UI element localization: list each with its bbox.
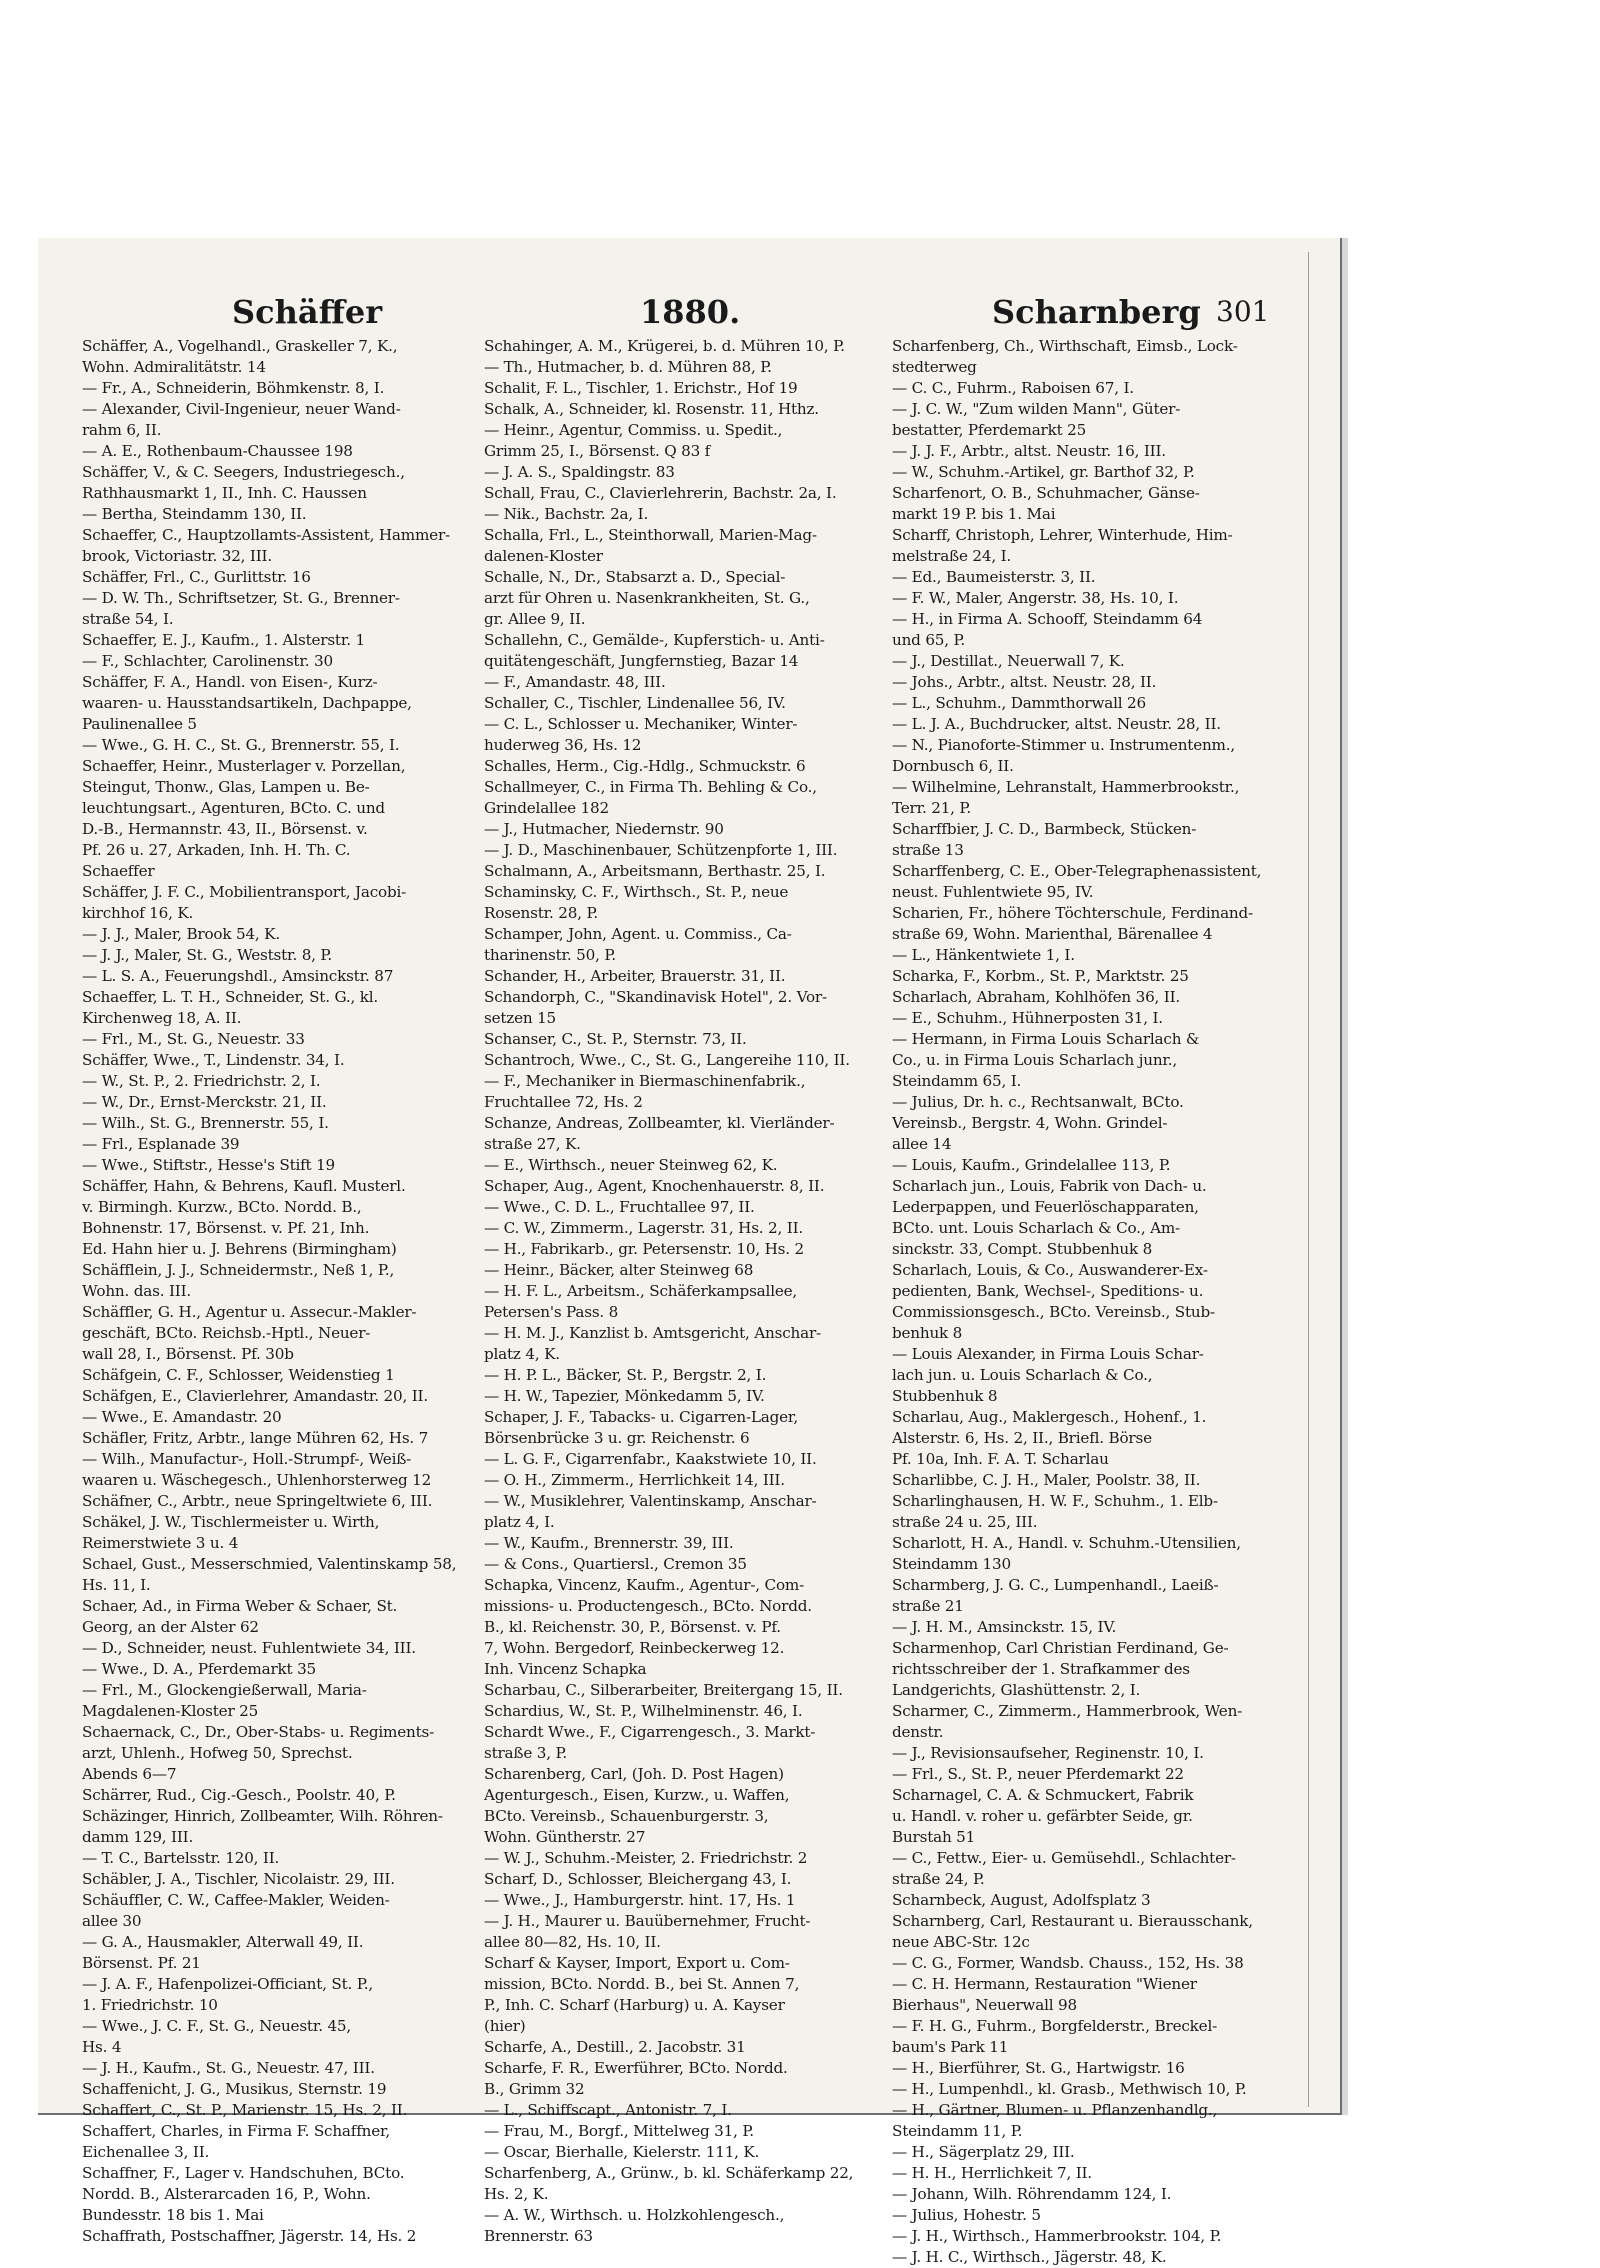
running-head-left: Schäffer xyxy=(232,293,383,331)
directory-entry-line: Steindamm 65, I. xyxy=(892,1072,1022,1090)
directory-entry-line: Schalla, Frl., L., Steinthorwall, Marien-Mag- xyxy=(484,526,817,544)
directory-entry-line: Schanser, C., St. P., Sternstr. 73, II. xyxy=(484,1030,747,1048)
directory-entry-line: — Hermann, in Firma Louis Scharlach & xyxy=(892,1030,1200,1048)
directory-entry-line: waaren- u. Hausstandsartikeln, Dachpappe, xyxy=(82,694,412,712)
directory-entry-line: neue ABC-Str. 12c xyxy=(892,1933,1030,1951)
directory-entry-line: — Wwe., E. Amandastr. 20 xyxy=(82,1408,282,1426)
directory-entry-line: Scharmenhop, Carl Christian Ferdinand, Ge- xyxy=(892,1639,1229,1657)
directory-entry-line: arzt, Uhlenh., Hofweg 50, Sprechst. xyxy=(82,1744,353,1762)
directory-entry-line: Scharenberg, Carl, (Joh. D. Post Hagen) xyxy=(484,1765,784,1783)
directory-entry-line: Schardt Wwe., F., Cigarrengesch., 3. Markt- xyxy=(484,1723,816,1741)
directory-entry-line: — C. L., Schlosser u. Mechaniker, Winter- xyxy=(484,715,798,733)
directory-entry-line: Schaeffer, L. T. H., Schneider, St. G., kl. xyxy=(82,988,379,1006)
directory-entry-line: Schaernack, C., Dr., Ober-Stabs- u. Regiments- xyxy=(82,1723,435,1741)
directory-entry-line: — J. H., Maurer u. Bauübernehmer, Frucht- xyxy=(484,1912,811,1930)
directory-entry-line: Rosenstr. 28, P. xyxy=(484,904,599,922)
directory-entry-line: Bundesstr. 18 bis 1. Mai xyxy=(82,2206,264,2224)
directory-entry-line: benhuk 8 xyxy=(892,1324,963,1342)
directory-entry-line: Stubbenhuk 8 xyxy=(892,1387,998,1405)
directory-entry-line: — H., Gärtner, Blumen- u. Pflanzenhandlg., xyxy=(892,2101,1218,2119)
directory-entry-line: Landgerichts, Glashüttenstr. 2, I. xyxy=(892,1681,1141,1699)
directory-entry-line: Abends 6—7 xyxy=(82,1765,177,1783)
directory-entry-line: — W., St. P., 2. Friedrichstr. 2, I. xyxy=(82,1072,321,1090)
directory-entry-line: Schäffer, A., Vogelhandl., Graskeller 7, K., xyxy=(82,337,398,355)
directory-entry-line: arzt für Ohren u. Nasenkrankheiten, St. G., xyxy=(484,589,810,607)
directory-entry-line: Scharien, Fr., höhere Töchterschule, Ferdinand- xyxy=(892,904,1253,922)
directory-entry-line: — W. J., Schuhm.-Meister, 2. Friedrichstr. 2 xyxy=(484,1849,808,1867)
directory-entry-line: Scharnberg, Carl, Restaurant u. Bierausschank, xyxy=(892,1912,1253,1930)
directory-entry-line: — D., Schneider, neust. Fuhlentwiete 34, III. xyxy=(82,1639,416,1657)
directory-entry-line: Commissionsgesch., BCto. Vereinsb., Stub- xyxy=(892,1303,1215,1321)
directory-entry-line: mission, BCto. Nordd. B., bei St. Annen 7, xyxy=(484,1975,800,1993)
directory-entry-line: Scharka, F., Korbm., St. P., Marktstr. 25 xyxy=(892,967,1189,985)
directory-entry-line: — J., Revisionsaufseher, Reginenstr. 10, I. xyxy=(892,1744,1204,1762)
directory-entry-line: Scharff, Christoph, Lehrer, Winterhude, Him- xyxy=(892,526,1233,544)
directory-entry-line: Schäffler, G. H., Agentur u. Assecur.-Makler- xyxy=(82,1303,417,1321)
directory-entry-line: Schaminsky, C. F., Wirthsch., St. P., neue xyxy=(484,883,789,901)
directory-entry-line: — Wwe., J. C. F., St. G., Neuestr. 45, xyxy=(82,2017,352,2035)
directory-entry-line: Steindamm 11, P. xyxy=(892,2122,1023,2140)
directory-entry-line: — C., Fettw., Eier- u. Gemüsehdl., Schlachter- xyxy=(892,1849,1236,1867)
directory-entry-line: Magdalenen-Kloster 25 xyxy=(82,1702,259,1720)
directory-entry-line: missions- u. Productengesch., BCto. Nordd. xyxy=(484,1597,812,1615)
directory-entry-line: BCto. Vereinsb., Schauenburgerstr. 3, xyxy=(484,1807,769,1825)
directory-entry-line: — J. H., Wirthsch., Hammerbrookstr. 104, P. xyxy=(892,2227,1222,2245)
directory-entry-line: setzen 15 xyxy=(484,1009,557,1027)
directory-entry-line: P., Inh. C. Scharf (Harburg) u. A. Kayser xyxy=(484,1996,785,2014)
directory-entry-line: Dornbusch 6, II. xyxy=(892,757,1014,775)
directory-entry-line: — Heinr., Bäcker, alter Steinweg 68 xyxy=(484,1261,754,1279)
directory-entry-line: — H. P. L., Bäcker, St. P., Bergstr. 2, I. xyxy=(484,1366,767,1384)
directory-entry-line: Reimerstwiete 3 u. 4 xyxy=(82,1534,239,1552)
directory-entry-line: — Louis, Kaufm., Grindelallee 113, P. xyxy=(892,1156,1171,1174)
directory-entry-line: Schäfflein, J. J., Schneidermstr., Neß 1, P., xyxy=(82,1261,395,1279)
directory-entry-line: straße 27, K. xyxy=(484,1135,581,1153)
directory-entry-line: tharinenstr. 50, P. xyxy=(484,946,616,964)
directory-entry-line: — Wilh., St. G., Brennerstr. 55, I. xyxy=(82,1114,329,1132)
directory-entry-line: — Wwe., G. H. C., St. G., Brennerstr. 55, I. xyxy=(82,736,400,754)
directory-entry-line: Schäzinger, Hinrich, Zollbeamter, Wilh. Röhren- xyxy=(82,1807,443,1825)
directory-entry-line: B., Grimm 32 xyxy=(484,2080,585,2098)
directory-entry-line: Schäbler, J. A., Tischler, Nicolaistr. 29, III. xyxy=(82,1870,395,1888)
directory-entry-line: — A. E., Rothenbaum-Chaussee 198 xyxy=(82,442,353,460)
directory-entry-line: Schalit, F. L., Tischler, 1. Erichstr., Hof 19 xyxy=(484,379,798,397)
directory-entry-line: — Ed., Baumeisterstr. 3, II. xyxy=(892,568,1096,586)
directory-entry-line: Schallmeyer, C., in Firma Th. Behling & Co., xyxy=(484,778,817,796)
directory-entry-line: sinckstr. 33, Compt. Stubbenhuk 8 xyxy=(892,1240,1153,1258)
directory-entry-line: — Frl., M., Glockengießerwall, Maria- xyxy=(82,1681,367,1699)
directory-entry-line: straße 3, P. xyxy=(484,1744,568,1762)
directory-entry-line: straße 54, I. xyxy=(82,610,174,628)
directory-entry-line: D.-B., Hermannstr. 43, II., Börsenst. v. xyxy=(82,820,368,838)
directory-entry-line: u. Handl. v. roher u. gefärbter Seide, gr. xyxy=(892,1807,1193,1825)
directory-entry-line: — W., Dr., Ernst-Merckstr. 21, II. xyxy=(82,1093,327,1111)
directory-entry-line: platz 4, I. xyxy=(484,1513,555,1531)
directory-entry-line: — Wwe., D. A., Pferdemarkt 35 xyxy=(82,1660,317,1678)
directory-entry-line: — H. F. L., Arbeitsm., Schäferkampsallee, xyxy=(484,1282,798,1300)
directory-entry-line: Agenturgesch., Eisen, Kurzw., u. Waffen, xyxy=(484,1786,790,1804)
directory-entry-line: Schallehn, C., Gemälde-, Kupferstich- u. Anti- xyxy=(484,631,825,649)
directory-entry-line: damm 129, III. xyxy=(82,1828,194,1846)
directory-column-2 xyxy=(484,336,878,2247)
directory-entry-line: — Louis Alexander, in Firma Louis Schar- xyxy=(892,1345,1204,1363)
directory-entry-line: Wohn. Admiralitätstr. 14 xyxy=(82,358,266,376)
directory-entry-line: Schaffert, Charles, in Firma F. Schaffner, xyxy=(82,2122,391,2140)
directory-entry-line: Scharlau, Aug., Maklergesch., Hohenf., 1. xyxy=(892,1408,1207,1426)
directory-entry-line: Petersen's Pass. 8 xyxy=(484,1303,619,1321)
directory-entry-line: — Johs., Arbtr., altst. Neustr. 28, II. xyxy=(892,673,1157,691)
directory-entry-line: denstr. xyxy=(892,1723,944,1741)
running-head-right: Scharnberg xyxy=(992,293,1201,331)
directory-entry-line: — A. W., Wirthsch. u. Holzkohlengesch., xyxy=(484,2206,785,2224)
directory-entry-line: — H., Sägerplatz 29, III. xyxy=(892,2143,1075,2161)
directory-entry-line: Schäffer, V., & C. Seegers, Industriegesch., xyxy=(82,463,405,481)
directory-entry-line: Terr. 21, P. xyxy=(892,799,971,817)
directory-entry-line: baum's Park 11 xyxy=(892,2038,1009,2056)
directory-entry-line: Scharbau, C., Silberarbeiter, Breitergang 15, II. xyxy=(484,1681,843,1699)
directory-entry-line: — D. W. Th., Schriftsetzer, St. G., Brenner- xyxy=(82,589,400,607)
directory-entry-line: Vereinsb., Bergstr. 4, Wohn. Grindel- xyxy=(892,1114,1168,1132)
directory-entry-line: — J. D., Maschinenbauer, Schützenpforte 1, III. xyxy=(484,841,838,859)
directory-entry-line: Scharfenberg, Ch., Wirthschaft, Eimsb., Lock- xyxy=(892,337,1238,355)
directory-entry-line: — L., Schuhm., Dammthorwall 26 xyxy=(892,694,1146,712)
directory-entry-line: Schärrer, Rud., Cig.-Gesch., Poolstr. 40, P. xyxy=(82,1786,396,1804)
directory-entry-line: — J. J. F., Arbtr., altst. Neustr. 16, III. xyxy=(892,442,1166,460)
directory-entry-line: Schaper, Aug., Agent, Knochenhauerstr. 8, II. xyxy=(484,1177,825,1195)
directory-entry-line: Schäkel, J. W., Tischlermeister u. Wirth, xyxy=(82,1513,380,1531)
directory-entry-line: Schalle, N., Dr., Stabsarzt a. D., Special- xyxy=(484,568,786,586)
directory-entry-line: — H., Fabrikarb., gr. Petersenstr. 10, Hs. 2 xyxy=(484,1240,804,1258)
directory-entry-line: Schaffrath, Postschaffner, Jägerstr. 14, Hs. 2 xyxy=(82,2227,417,2245)
directory-entry-line: Schaeffer, Heinr., Musterlager v. Porzellan, xyxy=(82,757,406,775)
directory-entry-line: gr. Allee 9, II. xyxy=(484,610,586,628)
directory-entry-line: Eichenallee 3, II. xyxy=(82,2143,210,2161)
directory-entry-line: Schaer, Ad., in Firma Weber & Schaer, St. xyxy=(82,1597,398,1615)
directory-entry-line: Scharfenberg, A., Grünw., b. kl. Schäferkamp 22, xyxy=(484,2164,854,2182)
directory-entry-line: Schantroch, Wwe., C., St. G., Langereihe 110, II. xyxy=(484,1051,850,1069)
directory-entry-line: Ed. Hahn hier u. J. Behrens (Birmingham) xyxy=(82,1240,397,1258)
directory-entry-line: — H. W., Tapezier, Mönkedamm 5, IV. xyxy=(484,1387,765,1405)
directory-entry-line: Schaffert, C., St. P., Marienstr. 15, Hs. 2, II. xyxy=(82,2101,408,2119)
directory-entry-line: Co., u. in Firma Louis Scharlach junr., xyxy=(892,1051,1178,1069)
directory-entry-line: Scharlott, H. A., Handl. v. Schuhm.-Utensilien, xyxy=(892,1534,1241,1552)
directory-entry-line: — W., Musiklehrer, Valentinskamp, Anschar- xyxy=(484,1492,817,1510)
directory-entry-line: — F., Schlachter, Carolinenstr. 30 xyxy=(82,652,333,670)
directory-entry-line: Scharnbeck, August, Adolfsplatz 3 xyxy=(892,1891,1151,1909)
directory-entry-line: Schandorph, C., "Skandinavisk Hotel", 2. Vor- xyxy=(484,988,827,1006)
directory-entry-line: straße 21 xyxy=(892,1597,964,1615)
directory-entry-line: Scharfe, A., Destill., 2. Jacobstr. 31 xyxy=(484,2038,746,2056)
directory-entry-line: — F., Mechaniker in Biermaschinenfabrik., xyxy=(484,1072,806,1090)
directory-entry-line: Scharmer, C., Zimmerm., Hammerbrook, Wen- xyxy=(892,1702,1243,1720)
directory-entry-line: neust. Fuhlentwiete 95, IV. xyxy=(892,883,1094,901)
directory-entry-line: — Johann, Wilh. Röhrendamm 124, I. xyxy=(892,2185,1172,2203)
directory-entry-line: Wohn. das. III. xyxy=(82,1282,191,1300)
directory-entry-line: Kirchenweg 18, A. II. xyxy=(82,1009,242,1027)
directory-entry-line: Schaeffer, C., Hauptzollamts-Assistent, Hammer- xyxy=(82,526,450,544)
directory-entry-line: Scharlibbe, C. J. H., Maler, Poolstr. 38, II. xyxy=(892,1471,1201,1489)
directory-entry-line: — L., Hänkentwiete 1, I. xyxy=(892,946,1075,964)
directory-entry-line: Wohn. Güntherstr. 27 xyxy=(484,1828,646,1846)
directory-entry-line: — Alexander, Civil-Ingenieur, neuer Wand- xyxy=(82,400,401,418)
directory-entry-line: allee 80—82, Hs. 10, II. xyxy=(484,1933,661,1951)
directory-entry-line: dalenen-Kloster xyxy=(484,547,603,565)
directory-entry-line: — H. H., Herrlichkeit 7, II. xyxy=(892,2164,1092,2182)
directory-entry-line: straße 24, P. xyxy=(892,1870,985,1888)
directory-entry-line: platz 4, K. xyxy=(484,1345,560,1363)
directory-entry-line: pedienten, Bank, Wechsel-, Speditions- u. xyxy=(892,1282,1204,1300)
directory-entry-line: richtsschreiber der 1. Strafkammer des xyxy=(892,1660,1190,1678)
directory-entry-line: — Frl., S., St. P., neuer Pferdemarkt 22 xyxy=(892,1765,1184,1783)
directory-entry-line: B., kl. Reichenstr. 30, P., Börsenst. v. Pf. xyxy=(484,1618,781,1636)
directory-entry-line: stedterweg xyxy=(892,358,977,376)
directory-entry-line: Schäfgen, E., Clavierlehrer, Amandastr. 20, II. xyxy=(82,1387,428,1405)
directory-entry-line: Grindelallee 182 xyxy=(484,799,609,817)
directory-entry-line: Schalmann, A., Arbeitsmann, Berthastr. 25, I. xyxy=(484,862,826,880)
directory-entry-line: — Frl., M., St. G., Neuestr. 33 xyxy=(82,1030,305,1048)
directory-entry-line: Paulinenallee 5 xyxy=(82,715,197,733)
directory-entry-line: — Bertha, Steindamm 130, II. xyxy=(82,505,307,523)
directory-entry-line: v. Birmingh. Kurzw., BCto. Nordd. B., xyxy=(82,1198,362,1216)
directory-entry-line: Schäfgein, C. F., Schlosser, Weidenstieg 1 xyxy=(82,1366,395,1384)
directory-entry-line: — Oscar, Bierhalle, Kielerstr. 111, K. xyxy=(484,2143,760,2161)
directory-entry-line: straße 69, Wohn. Marienthal, Bärenallee 4 xyxy=(892,925,1213,943)
directory-entry-line: — J. J., Maler, St. G., Weststr. 8, P. xyxy=(82,946,332,964)
directory-entry-line: — Wwe., C. D. L., Fruchtallee 97, II. xyxy=(484,1198,755,1216)
directory-entry-line: — C. C., Fuhrm., Raboisen 67, I. xyxy=(892,379,1134,397)
directory-entry-line: — J. A. S., Spaldingstr. 83 xyxy=(484,463,675,481)
directory-entry-line: Alsterstr. 6, Hs. 2, II., Briefl. Börse xyxy=(892,1429,1152,1447)
directory-entry-line: — L. G. F., Cigarrenfabr., Kaakstwiete 10, II. xyxy=(484,1450,817,1468)
directory-entry-line: und 65, P. xyxy=(892,631,966,649)
directory-entry-line: Scharnagel, C. A. & Schmuckert, Fabrik xyxy=(892,1786,1194,1804)
directory-entry-line: Fruchtallee 72, Hs. 2 xyxy=(484,1093,643,1111)
directory-entry-line: Scharf, D., Schlosser, Bleichergang 43, I. xyxy=(484,1870,792,1888)
directory-entry-line: Schaper, J. F., Tabacks- u. Cigarren-Lager, xyxy=(484,1408,798,1426)
directory-entry-line: Schalk, A., Schneider, kl. Rosenstr. 11, Hthz. xyxy=(484,400,819,418)
directory-entry-line: kirchhof 16, K. xyxy=(82,904,194,922)
directory-entry-line: — J. C. W., "Zum wilden Mann", Güter- xyxy=(892,400,1181,418)
directory-entry-line: Grimm 25, I., Börsenst. Q 83 f xyxy=(484,442,711,460)
directory-entry-line: Schäfler, Fritz, Arbtr., lange Mühren 62, Hs. 7 xyxy=(82,1429,429,1447)
directory-entry-line: straße 24 u. 25, III. xyxy=(892,1513,1038,1531)
directory-entry-line: Börsenst. Pf. 21 xyxy=(82,1954,201,1972)
directory-entry-line: Hs. 11, I. xyxy=(82,1576,151,1594)
directory-entry-line: Scharfe, F. R., Ewerführer, BCto. Nordd. xyxy=(484,2059,788,2077)
directory-entry-line: Schäffer, J. F. C., Mobilientransport, Jacobi- xyxy=(82,883,407,901)
directory-entry-line: Schahinger, A. M., Krügerei, b. d. Mühren 10, P. xyxy=(484,337,845,355)
directory-column-3 xyxy=(892,336,1292,2268)
directory-entry-line: Schaffner, F., Lager v. Handschuhen, BCto. xyxy=(82,2164,405,2182)
directory-entry-line: brook, Victoriastr. 32, III. xyxy=(82,547,272,565)
directory-entry-line: — F. H. G., Fuhrm., Borgfelderstr., Breckel- xyxy=(892,2017,1218,2035)
directory-entry-line: — L., Schiffscapt., Antonistr. 7, I. xyxy=(484,2101,732,2119)
directory-entry-line: Lederpappen, und Feuerlöschapparaten, xyxy=(892,1198,1199,1216)
directory-entry-line: Scharffbier, J. C. D., Barmbeck, Stücken- xyxy=(892,820,1197,838)
directory-entry-line: — F. W., Maler, Angerstr. 38, Hs. 10, I. xyxy=(892,589,1179,607)
directory-entry-line: — W., Schuhm.-Artikel, gr. Barthof 32, P. xyxy=(892,463,1195,481)
directory-entry-line: Schamper, John, Agent. u. Commiss., Ca- xyxy=(484,925,792,943)
directory-entry-line: — J. H. C., Wirthsch., Jägerstr. 48, K. xyxy=(892,2248,1167,2266)
directory-entry-line: — Nik., Bachstr. 2a, I. xyxy=(484,505,649,523)
directory-entry-line: 7, Wohn. Bergedorf, Reinbeckerweg 12. xyxy=(484,1639,785,1657)
directory-entry-line: Georg, an der Alster 62 xyxy=(82,1618,259,1636)
directory-entry-line: — J., Hutmacher, Niedernstr. 90 xyxy=(484,820,724,838)
directory-entry-line: — Frl., Esplanade 39 xyxy=(82,1135,240,1153)
directory-entry-line: Hs. 2, K. xyxy=(484,2185,549,2203)
running-head-year: 1880. xyxy=(640,293,741,331)
directory-entry-line: quitätengeschäft, Jungfernstieg, Bazar 14 xyxy=(484,652,799,670)
directory-entry-line: huderweg 36, Hs. 12 xyxy=(484,736,642,754)
directory-entry-line: waaren u. Wäschegesch., Uhlenhorsterweg 12 xyxy=(82,1471,432,1489)
directory-entry-line: Scharfenort, O. B., Schuhmacher, Gänse- xyxy=(892,484,1200,502)
directory-entry-line: Schaeffer, E. J., Kaufm., 1. Alsterstr. 1 xyxy=(82,631,365,649)
directory-entry-line: straße 13 xyxy=(892,841,964,859)
directory-entry-line: — H., in Firma A. Schooff, Steindamm 64 xyxy=(892,610,1203,628)
directory-entry-line: — J. J., Maler, Brook 54, K. xyxy=(82,925,280,943)
directory-entry-line: Schaeffer xyxy=(82,862,155,880)
directory-entry-line: — G. A., Hausmakler, Alterwall 49, II. xyxy=(82,1933,364,1951)
directory-entry-line: rahm 6, II. xyxy=(82,421,162,439)
directory-entry-line: — N., Pianoforte-Stimmer u. Instrumentenm., xyxy=(892,736,1236,754)
directory-entry-line: — Julius, Dr. h. c., Rechtsanwalt, BCto. xyxy=(892,1093,1184,1111)
directory-entry-line: Schall, Frau, C., Clavierlehrerin, Bachstr. 2a, I. xyxy=(484,484,837,502)
directory-entry-line: geschäft, BCto. Reichsb.-Hptl., Neuer- xyxy=(82,1324,371,1342)
directory-entry-line: — Heinr., Agentur, Commiss. u. Spedit., xyxy=(484,421,783,439)
directory-entry-line: Schaffenicht, J. G., Musikus, Sternstr. 19 xyxy=(82,2080,387,2098)
directory-entry-line: Schaller, C., Tischler, Lindenallee 56, IV. xyxy=(484,694,786,712)
directory-entry-line: — L. S. A., Feuerungshdl., Amsinckstr. 87 xyxy=(82,967,394,985)
directory-entry-line: Schapka, Vincenz, Kaufm., Agentur-, Com- xyxy=(484,1576,805,1594)
directory-entry-line: — E., Wirthsch., neuer Steinweg 62, K. xyxy=(484,1156,778,1174)
directory-entry-line: — & Cons., Quartiersl., Cremon 35 xyxy=(484,1555,747,1573)
directory-entry-line: Schalles, Herm., Cig.-Hdlg., Schmuckstr. 6 xyxy=(484,757,806,775)
directory-entry-line: Scharlach jun., Louis, Fabrik von Dach- u. xyxy=(892,1177,1207,1195)
directory-entry-line: Schäffer, Wwe., T., Lindenstr. 34, I. xyxy=(82,1051,345,1069)
directory-entry-line: Pf. 26 u. 27, Arkaden, Inh. H. Th. C. xyxy=(82,841,351,859)
directory-entry-line: — O. H., Zimmerm., Herrlichkeit 14, III. xyxy=(484,1471,785,1489)
directory-entry-line: allee 14 xyxy=(892,1135,952,1153)
directory-entry-line: Börsenbrücke 3 u. gr. Reichenstr. 6 xyxy=(484,1429,750,1447)
directory-entry-line: 1. Friedrichstr. 10 xyxy=(82,1996,218,2014)
directory-entry-line: bestatter, Pferdemarkt 25 xyxy=(892,421,1087,439)
directory-entry-line: — C. G., Former, Wandsb. Chauss., 152, Hs. 38 xyxy=(892,1954,1244,1972)
directory-entry-line: Pf. 10a, Inh. F. A. T. Scharlau xyxy=(892,1450,1109,1468)
directory-entry-line: — H., Lumpenhdl., kl. Grasb., Methwisch 10, P. xyxy=(892,2080,1247,2098)
directory-entry-line: Burstah 51 xyxy=(892,1828,976,1846)
directory-entry-line: Scharlach, Abraham, Kohlhöfen 36, II. xyxy=(892,988,1181,1006)
directory-entry-line: wall 28, I., Börsenst. Pf. 30b xyxy=(82,1345,294,1363)
directory-entry-line: Steingut, Thonw., Glas, Lampen u. Be- xyxy=(82,778,370,796)
directory-entry-line: Schäfner, C., Arbtr., neue Springeltwiete 6, III. xyxy=(82,1492,433,1510)
directory-entry-line: — L. J. A., Buchdrucker, altst. Neustr. 28, II. xyxy=(892,715,1221,733)
directory-entry-line: — C. H. Hermann, Restauration "Wiener xyxy=(892,1975,1197,1993)
directory-entry-line: Steindamm 130 xyxy=(892,1555,1011,1573)
directory-entry-line: (hier) xyxy=(484,2017,526,2035)
directory-entry-line: — Wilh., Manufactur-, Holl.-Strumpf-, Weiß- xyxy=(82,1450,412,1468)
directory-entry-line: — Wwe., Stiftstr., Hesse's Stift 19 xyxy=(82,1156,336,1174)
directory-entry-line: — J. A. F., Hafenpolizei-Officiant, St. P., xyxy=(82,1975,373,1993)
directory-entry-line: markt 19 P. bis 1. Mai xyxy=(892,505,1056,523)
directory-entry-line: — E., Schuhm., Hühnerposten 31, I. xyxy=(892,1009,1163,1027)
directory-entry-line: — T. C., Bartelsstr. 120, II. xyxy=(82,1849,280,1867)
directory-entry-line: Nordd. B., Alsterarcaden 16, P., Wohn. xyxy=(82,2185,371,2203)
directory-entry-line: Schanze, Andreas, Zollbeamter, kl. Vierländer- xyxy=(484,1114,835,1132)
directory-entry-line: BCto. unt. Louis Scharlach & Co., Am- xyxy=(892,1219,1180,1237)
directory-entry-line: Brennerstr. 63 xyxy=(484,2227,593,2245)
directory-entry-line: Schäffer, Frl., C., Gurlittstr. 16 xyxy=(82,568,311,586)
directory-entry-line: leuchtungsart., Agenturen, BCto. C. und xyxy=(82,799,385,817)
directory-entry-line: — H., Bierführer, St. G., Hartwigstr. 16 xyxy=(892,2059,1185,2077)
directory-entry-line: Scharlinghausen, H. W. F., Schuhm., 1. Elb- xyxy=(892,1492,1218,1510)
directory-entry-line: Inh. Vincenz Schapka xyxy=(484,1660,647,1678)
directory-entry-line: Scharf & Kayser, Import, Export u. Com- xyxy=(484,1954,790,1972)
directory-entry-line: Schäffer, F. A., Handl. von Eisen-, Kurz- xyxy=(82,673,378,691)
directory-entry-line: — C. W., Zimmerm., Lagerstr. 31, Hs. 2, II. xyxy=(484,1219,804,1237)
directory-entry-line: Scharlach, Louis, & Co., Auswanderer-Ex- xyxy=(892,1261,1208,1279)
directory-entry-line: melstraße 24, I. xyxy=(892,547,1012,565)
directory-entry-line: Schardius, W., St. P., Wilhelminenstr. 46, I. xyxy=(484,1702,803,1720)
directory-entry-line: — Wwe., J., Hamburgerstr. hint. 17, Hs. 1 xyxy=(484,1891,796,1909)
directory-entry-line: — Fr., A., Schneiderin, Böhmkenstr. 8, I. xyxy=(82,379,385,397)
directory-entry-line: Schäffer, Hahn, & Behrens, Kaufl. Musterl. xyxy=(82,1177,406,1195)
directory-entry-line: — Frau, M., Borgf., Mittelweg 31, P. xyxy=(484,2122,754,2140)
directory-entry-line: Schael, Gust., Messerschmied, Valentinskamp 58, xyxy=(82,1555,457,1573)
directory-entry-line: Bohnenstr. 17, Börsenst. v. Pf. 21, Inh. xyxy=(82,1219,370,1237)
directory-entry-line: — Wilhelmine, Lehranstalt, Hammerbrookstr., xyxy=(892,778,1240,796)
directory-entry-line: Scharmberg, J. G. C., Lumpenhandl., Laeiß- xyxy=(892,1576,1219,1594)
page-edge-line xyxy=(1308,252,1309,2107)
directory-entry-line: lach jun. u. Louis Scharlach & Co., xyxy=(892,1366,1153,1384)
directory-entry-line: Schander, H., Arbeiter, Brauerstr. 31, II. xyxy=(484,967,786,985)
directory-entry-line: allee 30 xyxy=(82,1912,142,1930)
directory-entry-line: — F., Amandastr. 48, III. xyxy=(484,673,666,691)
directory-entry-line: — W., Kaufm., Brennerstr. 39, III. xyxy=(484,1534,734,1552)
directory-entry-line: Rathhausmarkt 1, II., Inh. C. Haussen xyxy=(82,484,367,502)
directory-entry-line: — J. H., Kaufm., St. G., Neuestr. 47, III. xyxy=(82,2059,375,2077)
directory-entry-line: — H. M. J., Kanzlist b. Amtsgericht, Anschar- xyxy=(484,1324,821,1342)
directory-entry-line: Hs. 4 xyxy=(82,2038,122,2056)
directory-entry-line: Schäuffler, C. W., Caffee-Makler, Weiden- xyxy=(82,1891,390,1909)
directory-entry-line: — Th., Hutmacher, b. d. Mühren 88, P. xyxy=(484,358,772,376)
page-number: 301 xyxy=(1216,295,1270,328)
directory-column-1 xyxy=(82,336,476,2247)
directory-entry-line: — Julius, Hohestr. 5 xyxy=(892,2206,1041,2224)
directory-entry-line: Bierhaus", Neuerwall 98 xyxy=(892,1996,1077,2014)
directory-entry-line: — J. H. M., Amsinckstr. 15, IV. xyxy=(892,1618,1117,1636)
directory-entry-line: — J., Destillat., Neuerwall 7, K. xyxy=(892,652,1125,670)
directory-entry-line: Scharffenberg, C. E., Ober-Telegraphenassistent, xyxy=(892,862,1262,880)
